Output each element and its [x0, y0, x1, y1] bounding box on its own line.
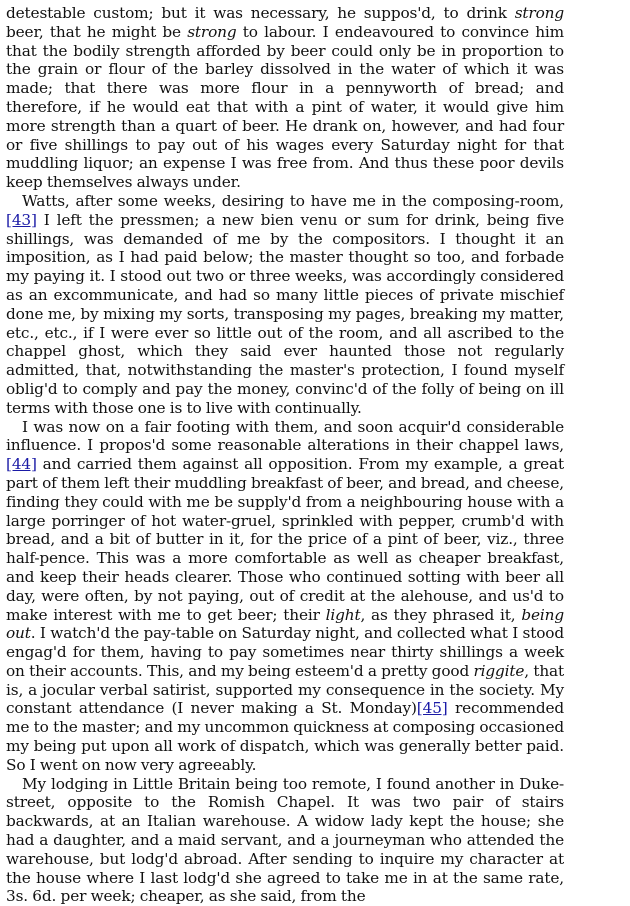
italic-text: strong	[187, 22, 237, 41]
text-run: I left the pressmen; a new bien venu or sum for drink, being five shillings, was demanded of me by the compositors. I thought it an imposition, as I had paid below; the master thought so too, and forbade my paying it. I stood out two or three weeks, was accordingly considered as an excommunicate, and had so many little pieces of private mischief done me, by mixing my sorts, transposing my pages, breaking my matter, etc., etc., if I were ever so little out of the room, and all ascribed to the chappel ghost, which they said ever haunted those not regularly admitted, that, notwithstanding the master's protection, I found myself oblig'd to comply and pay the money, convinc'd of the folly of being on ill terms with those one is to live with continually.	[6, 210, 564, 417]
footnote-link[interactable]: [45]	[416, 699, 448, 718]
paragraph-1	[6, 4, 564, 192]
text-run: detestable custom; but it was necessary, he suppos'd, to drink	[6, 4, 515, 22]
footnote-link[interactable]: [43]	[6, 210, 37, 229]
paragraph-4	[6, 775, 564, 906]
text-run: Watts, after some weeks, desiring to have me in the composing-room,	[22, 191, 564, 210]
text-run: , that is, a jocular verbal satirist, supported my consequence in the society. My constant attendance (I never making a St. Monday)	[6, 661, 565, 718]
text-run: . I watch'd the pay-table on Saturday night, and collected what I stood engag'd for them, having to pay sometimes near thirty shillings a week on their accounts. This, and my being esteem'd a pretty good	[6, 624, 564, 680]
text-run: I was now on a fair footing with them, and soon acquir'd considerable influence. I propos'd some reasonable alterations in their chappel laws,	[6, 417, 564, 455]
italic-text: light	[325, 605, 361, 624]
paragraph-3	[6, 418, 564, 775]
italic-text: strong	[514, 4, 564, 22]
text-run: , as they phrased it,	[360, 605, 522, 624]
text-run: My lodging in Little Britain being too remote, I found another in Duke-street, opposite to the Romish Chapel. It was two pair of stairs backwards, at an Italian warehouse. A widow lady kept the house; she had a daughter, and a maid servant, and a journeyman who attended the warehouse, but lodg'd abroad. After sending to inquire my character at the house where I last lodg'd she agreed to take me in at the same rate, 3s. 6d. per week; cheaper, as she said, from the	[6, 774, 564, 906]
paragraph-2	[6, 192, 564, 418]
text-run: to labour. I endeavoured to convince him that the bodily strength afforded by beer could only be in proportion to the grain or flour of the barley dissolved in the water of which it was made; that there was more flour in a pennyworth of bread; and therefore, if he would eat that with a pint of water, it would give him more strength than a quart of beer. He drank on, however, and had four or five shillings to pay out of his wages every Saturday night for that muddling liquor; an expense I was free from. And thus these poor devils keep themselves always under.	[6, 22, 564, 192]
text-run: beer, that he might be	[6, 22, 188, 41]
text-run: and carried them against all opposition. From my example, a great part of them left their muddling breakfast of beer, and bread, and cheese, finding they could with me be supply'd from a neighbouring house with a large porringer of hot water-gruel, sprinkled with pepper, crumb'd with bread, and a bit of butter in it, for the price of a pint of beer, viz., three half-pence. This was a more comfortable as well as cheaper breakfast, and keep their heads clearer. Those who continued sotting with beer all day, were often, by not paying, out of credit at the alehouse, and us'd to make interest with me to get beer; their	[6, 455, 564, 624]
italic-text: being out	[6, 605, 564, 643]
italic-text: riggite	[473, 661, 525, 680]
footnote-link[interactable]: [44]	[6, 455, 37, 474]
document-page	[6, 4, 564, 906]
text-run: recommended me to the master; and my uncommon quickness at composing occasioned my being put upon all work of dispatch, which was generally better paid. So I went on now very agreeably.	[6, 699, 565, 774]
